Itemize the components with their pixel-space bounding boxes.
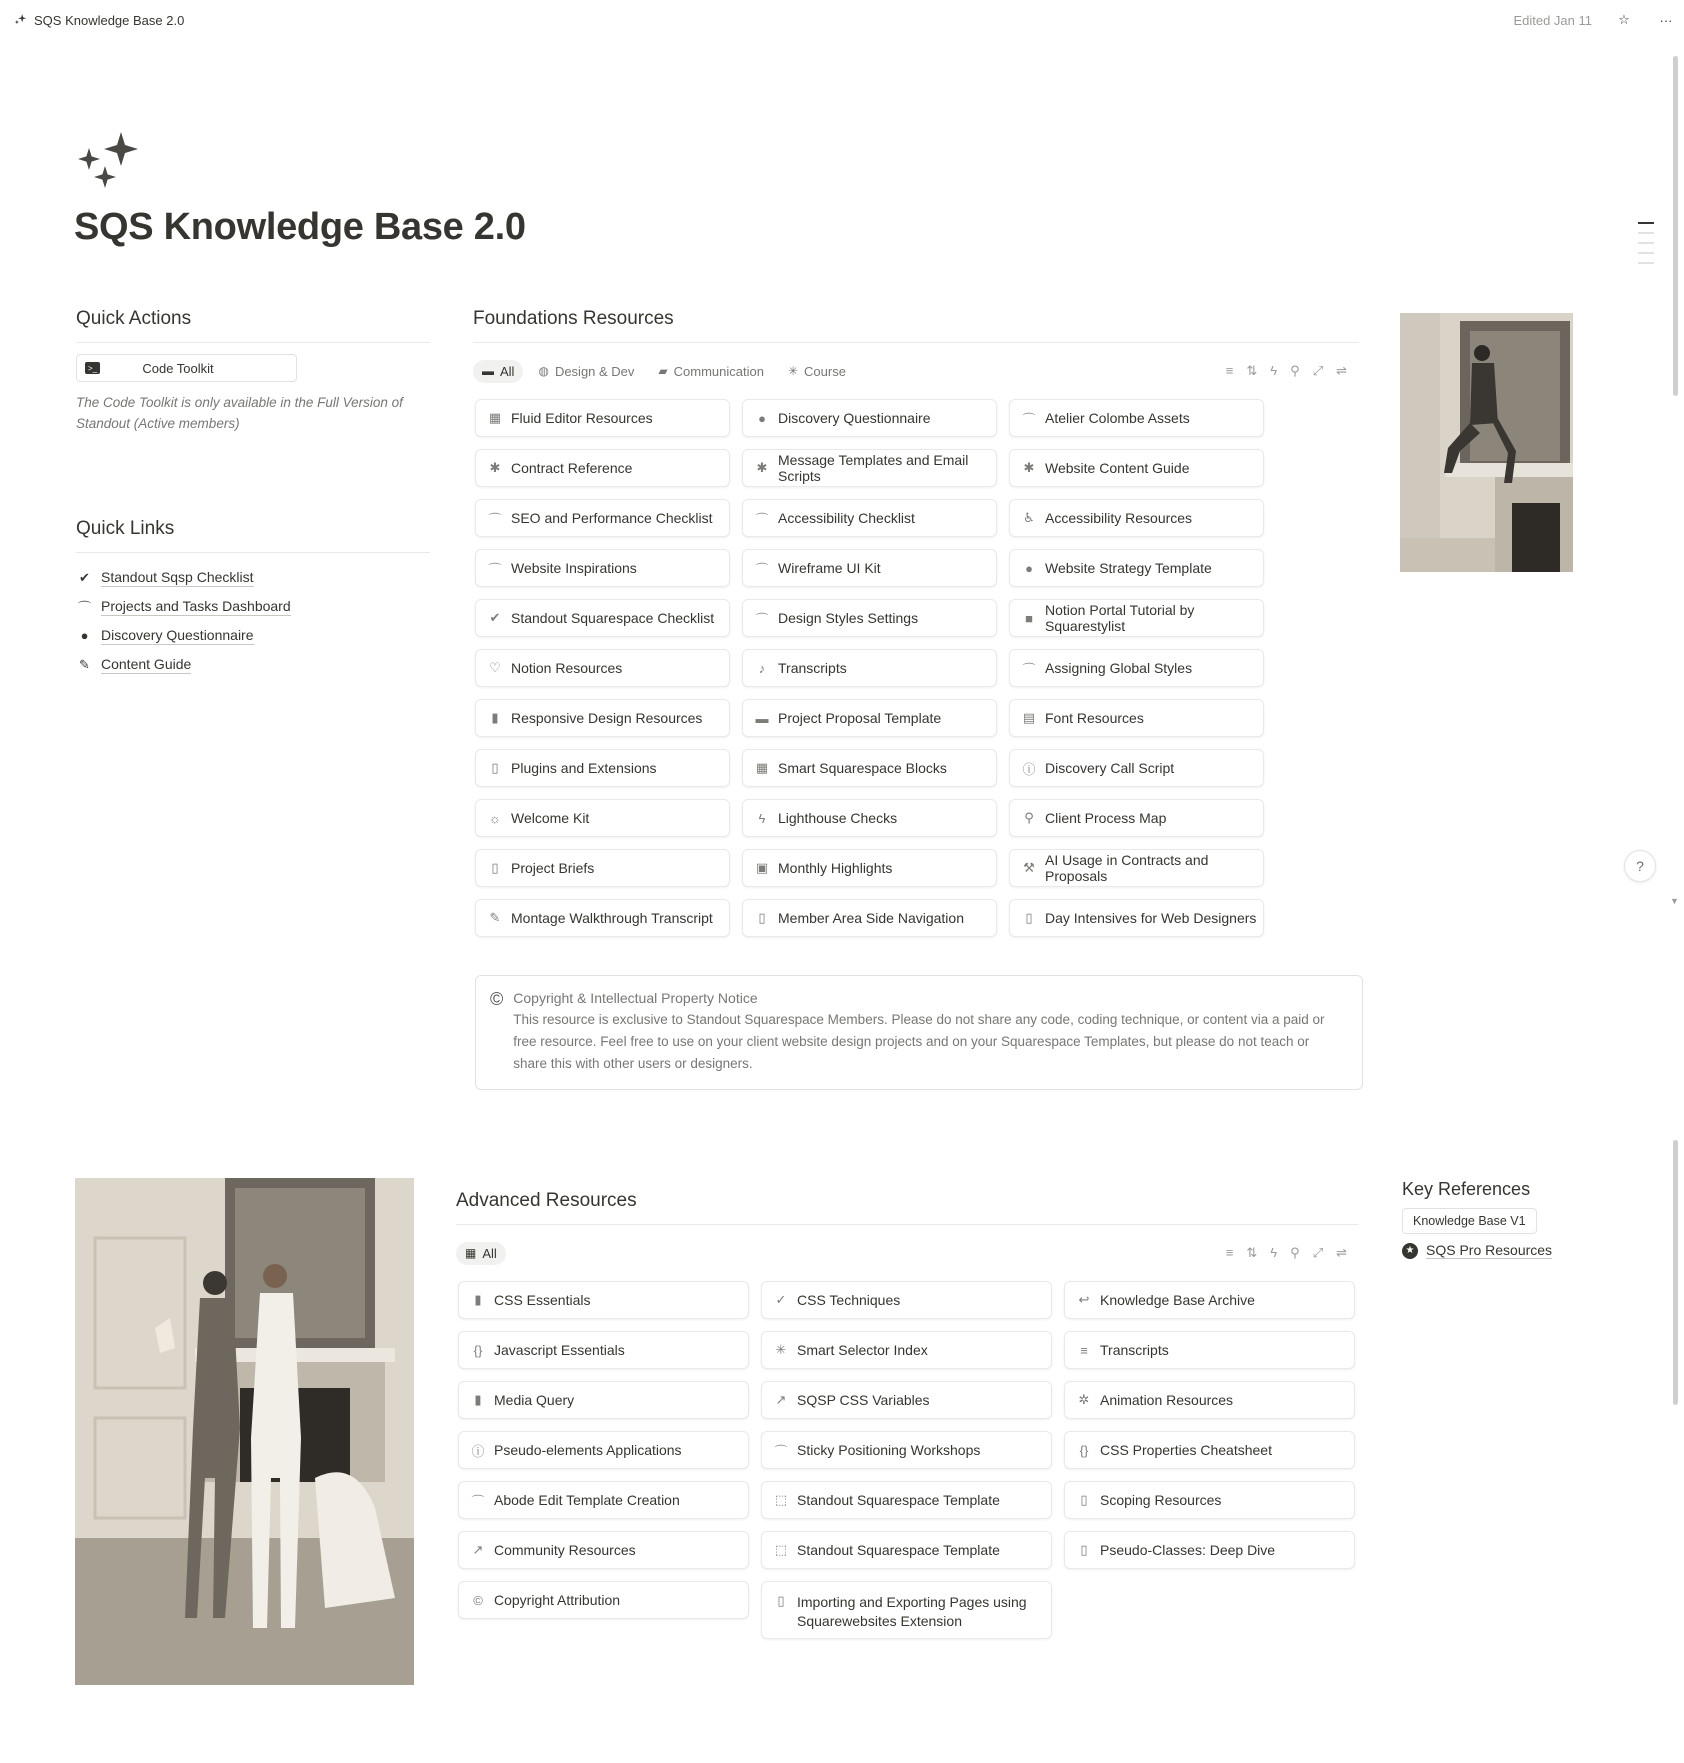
resource-card-label: Monthly Highlights (778, 860, 893, 876)
foundations-section (473, 308, 1359, 1090)
view-tools (1226, 1245, 1359, 1261)
page-icon: ▯ (758, 910, 766, 925)
resource-card-label: Font Resources (1045, 710, 1144, 726)
callout-text: This resource is exclusive to Standout Squarespace Members. Please do not share any code, coding technique, or content via a paid or free resource. Feel free to use on your client website design projects and on your Squarespace Templates, but please do not teach or share this with other users or designers. (513, 1012, 1325, 1071)
resource-card-label: Pseudo-elements Applications (494, 1442, 682, 1458)
resource-card-label: Lighthouse Checks (778, 810, 898, 826)
resource-card[interactable] (742, 849, 997, 887)
copyright-icon: © (473, 1592, 483, 1608)
code-braces-icon: {} (1079, 1442, 1089, 1458)
resource-card[interactable] (742, 549, 997, 587)
resource-card[interactable] (475, 899, 730, 937)
resource-card[interactable] (1009, 599, 1264, 637)
resource-card-label: Standout Squarespace Template (797, 1492, 1000, 1508)
quick-link-item[interactable] (76, 592, 430, 621)
scrollbar-thumb[interactable] (1673, 56, 1678, 396)
favorite-star-icon[interactable]: ☆ (1618, 12, 1630, 27)
grid-icon: ▦ (465, 1246, 477, 1260)
resource-card-label: Smart Squarespace Blocks (778, 760, 947, 776)
resource-card-label: Design Styles Settings (778, 610, 919, 626)
info-icon: ⓘ (1022, 761, 1036, 777)
rainbow-icon: ⌒ (488, 511, 502, 527)
sparkle-icon: ✳ (787, 364, 799, 378)
rainbow-icon: ⌒ (1022, 411, 1036, 427)
resource-card[interactable] (475, 449, 730, 487)
dashed-square-icon: ⬚ (774, 1492, 788, 1507)
folder-icon: ▬ (755, 710, 769, 726)
info-icon: ⓘ (471, 1443, 485, 1459)
advanced-heading: Advanced Resources (456, 1190, 1359, 1225)
resource-card[interactable] (1064, 1481, 1355, 1519)
resource-card-label: Media Query (494, 1392, 575, 1408)
breadcrumb-label: SQS Knowledge Base 2.0 (34, 12, 185, 28)
terminal-icon: >_ (85, 362, 100, 374)
expand-icon[interactable]: ⤢ (1312, 1245, 1324, 1260)
tab-design-dev[interactable] (529, 360, 643, 383)
resource-card[interactable] (475, 399, 730, 437)
resource-card-label: Transcripts (1100, 1342, 1169, 1358)
resource-card-label: CSS Properties Cheatsheet (1100, 1442, 1272, 1458)
filter-icon[interactable]: ≡ (1225, 1245, 1234, 1260)
resource-card-label: Notion Resources (511, 660, 623, 676)
foundations-heading: Foundations Resources (473, 308, 1359, 343)
key-references-section (1402, 1179, 1582, 1259)
tab-all[interactable] (456, 1242, 506, 1265)
resource-card-label: SEO and Performance Checklist (511, 510, 713, 526)
resource-card[interactable] (458, 1431, 749, 1469)
resource-card-label: Assigning Global Styles (1045, 660, 1193, 676)
resource-card-label: Smart Selector Index (797, 1342, 928, 1358)
page-title: SQS Knowledge Base 2.0 (74, 206, 526, 248)
resource-card[interactable] (742, 449, 997, 487)
resource-card-label: Message Templates and Email Scripts (778, 452, 969, 484)
resource-card[interactable] (761, 1331, 1052, 1369)
resource-card-label: Project Proposal Template (778, 710, 942, 726)
sparkles-icon[interactable] (76, 132, 142, 190)
resource-card-label: Client Process Map (1045, 810, 1167, 826)
sun-icon: ☼ (489, 810, 501, 826)
resource-card[interactable] (1064, 1431, 1355, 1469)
resource-card[interactable] (1009, 749, 1264, 787)
resource-card[interactable] (458, 1281, 749, 1319)
search-icon[interactable]: ⚲ (1290, 363, 1300, 378)
quick-link-item[interactable] (76, 650, 430, 679)
resource-card-label: Copyright Attribution (494, 1592, 621, 1608)
resource-card-label: Abode Edit Template Creation (494, 1492, 680, 1508)
resource-card-label: Welcome Kit (511, 810, 590, 826)
more-options-icon[interactable]: ··· (1659, 12, 1673, 28)
resource-card-label: Discovery Call Script (1045, 760, 1175, 776)
page-icon: ▯ (777, 1593, 785, 1608)
resource-card[interactable] (475, 549, 730, 587)
rainbow-icon: ⌒ (77, 600, 91, 615)
resource-card-label: Notion Portal Tutorial by Squarestylist (1045, 602, 1195, 634)
reply-icon: ↩ (1078, 1292, 1090, 1307)
check-icon: ✓ (775, 1292, 787, 1307)
resource-card-label: Knowledge Base Archive (1100, 1292, 1255, 1308)
resource-card[interactable] (742, 649, 997, 687)
tab-communication[interactable] (649, 360, 773, 383)
tab-label: Course (804, 363, 846, 379)
resource-card-label: Discovery Questionnaire (778, 410, 931, 426)
sort-icon[interactable]: ⇅ (1246, 363, 1258, 378)
foundations-gallery (473, 399, 1359, 937)
arrow-up-right-icon: ↗ (775, 1392, 787, 1407)
arrow-up-right-icon: ↗ (472, 1542, 484, 1557)
resource-card-label: Community Resources (494, 1542, 636, 1558)
sparkles-icon (14, 13, 28, 27)
code-toolkit-label: Code Toolkit (142, 360, 214, 376)
resource-card[interactable] (1064, 1331, 1355, 1369)
resource-card-label: Plugins and Extensions (511, 760, 657, 776)
resource-card[interactable] (1009, 799, 1264, 837)
asterisk-icon: ✱ (489, 460, 501, 475)
edit-icon: ✎ (79, 656, 90, 672)
resource-card[interactable] (1009, 499, 1264, 537)
resource-card[interactable] (1009, 399, 1264, 437)
asterisk-icon: ✱ (1023, 460, 1035, 475)
filter-icon[interactable]: ≡ (1225, 363, 1234, 378)
accessibility-icon: ♿ (1023, 510, 1035, 525)
quick-links-list (76, 563, 430, 679)
resource-card-label: Sticky Positioning Workshops (797, 1442, 981, 1458)
copyright-icon: © (490, 989, 504, 1009)
quick-actions-heading: Quick Actions (76, 308, 430, 343)
resource-card-label: Day Intensives for Web Designers (1045, 910, 1257, 926)
two-women-photo (75, 1178, 414, 1685)
resource-card[interactable] (1009, 699, 1264, 737)
resource-card[interactable] (458, 1381, 749, 1419)
resource-card-label: Pseudo-Classes: Deep Dive (1100, 1542, 1276, 1558)
resource-card[interactable] (1064, 1381, 1355, 1419)
phone-icon: ▮ (474, 1292, 482, 1307)
page-icon: ▯ (491, 760, 499, 775)
text-lines-icon: ≡ (1080, 1342, 1088, 1358)
resource-card[interactable] (475, 849, 730, 887)
resource-card-label: Contract Reference (511, 460, 633, 476)
dashed-square-icon: ⬚ (774, 1542, 788, 1557)
resource-card[interactable] (761, 1281, 1052, 1319)
resource-card-label: Responsive Design Resources (511, 710, 703, 726)
resource-card-label: Accessibility Checklist (778, 510, 915, 526)
resource-card-label: CSS Techniques (797, 1292, 901, 1308)
page-icon: ▯ (491, 860, 499, 875)
tab-label: Communication (673, 363, 764, 379)
resource-card[interactable] (761, 1531, 1052, 1569)
view-tools (1226, 363, 1359, 379)
resource-card[interactable] (1009, 899, 1264, 937)
chat-icon: ● (80, 628, 89, 643)
page-icon: ▯ (1025, 910, 1033, 925)
rainbow-icon: ⌒ (471, 1493, 485, 1509)
rainbow-icon: ⌒ (1022, 661, 1036, 677)
quick-links-heading: Quick Links (76, 518, 430, 553)
calendar-icon: ▣ (755, 860, 769, 875)
scrollbar-thumb-secondary[interactable] (1673, 1140, 1678, 1405)
quick-link-label: Content Guide (101, 655, 192, 672)
chat-bubbles-icon: ▰ (658, 364, 668, 378)
resource-card[interactable] (1009, 549, 1264, 587)
settings-icon[interactable]: ⇌ (1336, 363, 1347, 378)
automation-icon[interactable]: ϟ (1270, 363, 1278, 378)
view-toolbar (456, 1238, 1359, 1268)
resource-card-label: Website Content Guide (1045, 460, 1190, 476)
code-toolkit-note: The Code Toolkit is only available in the Full Version of Standout (Active members) (76, 395, 403, 431)
breadcrumb[interactable] (8, 10, 190, 31)
top-bar (0, 0, 1684, 40)
pin-icon: ⚲ (1024, 810, 1034, 825)
resource-card-label: Website Strategy Template (1045, 560, 1212, 576)
resource-card-label: Animation Resources (1100, 1392, 1234, 1408)
tab-all[interactable] (473, 360, 523, 383)
tab-label: Design & Dev (554, 363, 635, 379)
resource-card[interactable] (458, 1531, 749, 1569)
microphone-icon: ♪ (758, 660, 766, 676)
document-icon: ▤ (1022, 710, 1036, 725)
pencil-icon: ✎ (489, 910, 501, 925)
resource-card-label: Wireframe UI Kit (778, 560, 881, 576)
tab-course[interactable] (779, 360, 855, 383)
settings-icon[interactable]: ⇌ (1336, 1245, 1347, 1260)
phone-icon: ▮ (491, 710, 499, 725)
rainbow-icon: ⌒ (488, 561, 502, 577)
resource-card[interactable] (458, 1481, 749, 1519)
resource-card-label: Transcripts (778, 660, 847, 676)
resource-card-label: Javascript Essentials (494, 1342, 625, 1358)
resource-card[interactable] (1009, 449, 1264, 487)
resource-card[interactable] (761, 1381, 1052, 1419)
resource-card[interactable] (742, 499, 997, 537)
resource-card[interactable] (761, 1481, 1052, 1519)
rainbow-icon: ⌒ (755, 561, 769, 577)
resource-card[interactable] (742, 399, 997, 437)
sparkles-icon: ✲ (1078, 1392, 1090, 1407)
resource-card[interactable] (742, 749, 997, 787)
resource-card[interactable] (1009, 849, 1264, 887)
resource-card[interactable] (458, 1581, 749, 1619)
resource-card[interactable] (458, 1331, 749, 1369)
edited-timestamp: Edited Jan 11 (1513, 12, 1592, 28)
resource-card[interactable] (475, 799, 730, 837)
resource-card[interactable] (475, 699, 730, 737)
grid-icon: ▦ (755, 760, 769, 775)
resource-card[interactable] (475, 499, 730, 537)
quick-link-item[interactable] (76, 563, 430, 592)
quick-link-label: Discovery Questionnaire (101, 626, 254, 643)
tab-label: All (500, 363, 515, 379)
callout-title: Copyright & Intellectual Property Notice (513, 990, 758, 1006)
resource-card[interactable] (475, 599, 730, 637)
resource-card[interactable] (742, 899, 997, 937)
resource-card-label: Scoping Resources (1100, 1492, 1222, 1508)
resource-card-label: Fluid Editor Resources (511, 410, 653, 426)
page-icon: ▯ (1080, 1492, 1088, 1507)
resource-card[interactable] (742, 799, 997, 837)
check-circle-icon: ✔ (79, 569, 90, 585)
resource-card[interactable] (1009, 649, 1264, 687)
advanced-section (456, 1190, 1359, 1639)
resource-card[interactable] (761, 1431, 1052, 1469)
knowledge-base-v1-button[interactable]: Knowledge Base V1 (1402, 1208, 1537, 1234)
search-icon[interactable]: ⚲ (1290, 1245, 1300, 1260)
chat-icon: ● (1025, 560, 1033, 576)
quick-link-label: Standout Sqsp Checklist (101, 568, 254, 585)
quick-link-label: Projects and Tasks Dashboard (101, 597, 291, 614)
monitor-icon: ▬ (482, 364, 494, 378)
resource-card-label: Standout Squarespace Template (797, 1542, 1000, 1558)
resource-card-label: Standout Squarespace Checklist (511, 610, 715, 626)
resource-card-label: SQSP CSS Variables (797, 1392, 930, 1408)
check-circle-icon: ✔ (489, 610, 501, 625)
left-column (76, 308, 430, 679)
palette-icon: ◍ (538, 364, 549, 378)
resource-card[interactable] (475, 749, 730, 787)
link-label: SQS Pro Resources (1426, 1242, 1553, 1258)
heart-icon: ♡ (489, 660, 501, 675)
code-toolkit-button[interactable] (76, 354, 297, 382)
resource-card-label: CSS Essentials (494, 1292, 591, 1308)
key-references-heading: Key References (1402, 1179, 1531, 1199)
quick-link-item[interactable] (76, 621, 430, 650)
page-icon: ▯ (1080, 1542, 1088, 1557)
star-badge-icon: ★ (1402, 1243, 1418, 1259)
rainbow-icon: ⌒ (755, 511, 769, 527)
expand-icon[interactable]: ⤢ (1312, 363, 1324, 378)
resource-card[interactable] (1064, 1281, 1355, 1319)
woman-on-mantel-photo (1400, 313, 1573, 572)
advanced-gallery (456, 1281, 1359, 1639)
rainbow-icon: ⌒ (755, 611, 769, 627)
copyright-callout (475, 975, 1363, 1090)
table-of-contents-indicator[interactable] (1638, 222, 1654, 264)
resource-card-label: Project Briefs (511, 860, 595, 876)
chat-icon: ● (758, 410, 766, 426)
scroll-down-arrow-icon[interactable]: ▼ (1670, 896, 1679, 906)
quick-links-section (76, 518, 430, 679)
sort-icon[interactable]: ⇅ (1246, 1245, 1258, 1260)
resource-card[interactable] (761, 1581, 1052, 1639)
phone-icon: ▮ (474, 1392, 482, 1407)
grid-icon: ▦ (488, 410, 502, 425)
resource-card-label: AI Usage in Contracts and Proposals (1045, 852, 1209, 884)
view-toolbar (473, 356, 1359, 386)
tab-label: All (482, 1245, 497, 1261)
resource-card-label: Accessibility Resources (1045, 510, 1193, 526)
video-icon: ■ (1025, 610, 1033, 626)
resource-card[interactable] (742, 699, 997, 737)
sparkle-icon: ✳ (775, 1342, 787, 1357)
resource-card-label: Website Inspirations (511, 560, 637, 576)
resource-card[interactable] (742, 599, 997, 637)
hammer-icon: ⚒ (1023, 860, 1035, 875)
resource-card-label: Montage Walkthrough Transcript (511, 910, 713, 926)
automation-icon[interactable]: ϟ (1270, 1245, 1278, 1260)
sqs-pro-resources-link[interactable] (1402, 1242, 1582, 1259)
resource-card[interactable] (475, 649, 730, 687)
resource-card[interactable] (1064, 1531, 1355, 1569)
rainbow-icon: ⌒ (774, 1443, 788, 1459)
code-braces-icon: {} (473, 1342, 483, 1358)
asterisk-icon: ✱ (756, 460, 768, 475)
help-button[interactable]: ? (1624, 850, 1656, 882)
resource-card-label: Atelier Colombe Assets (1045, 410, 1190, 426)
resource-card-label: Importing and Exporting Pages using Squarewebsites Extension (797, 1594, 1027, 1629)
resource-card-label: Member Area Side Navigation (778, 910, 964, 926)
bolt-icon: ϟ (758, 810, 766, 826)
